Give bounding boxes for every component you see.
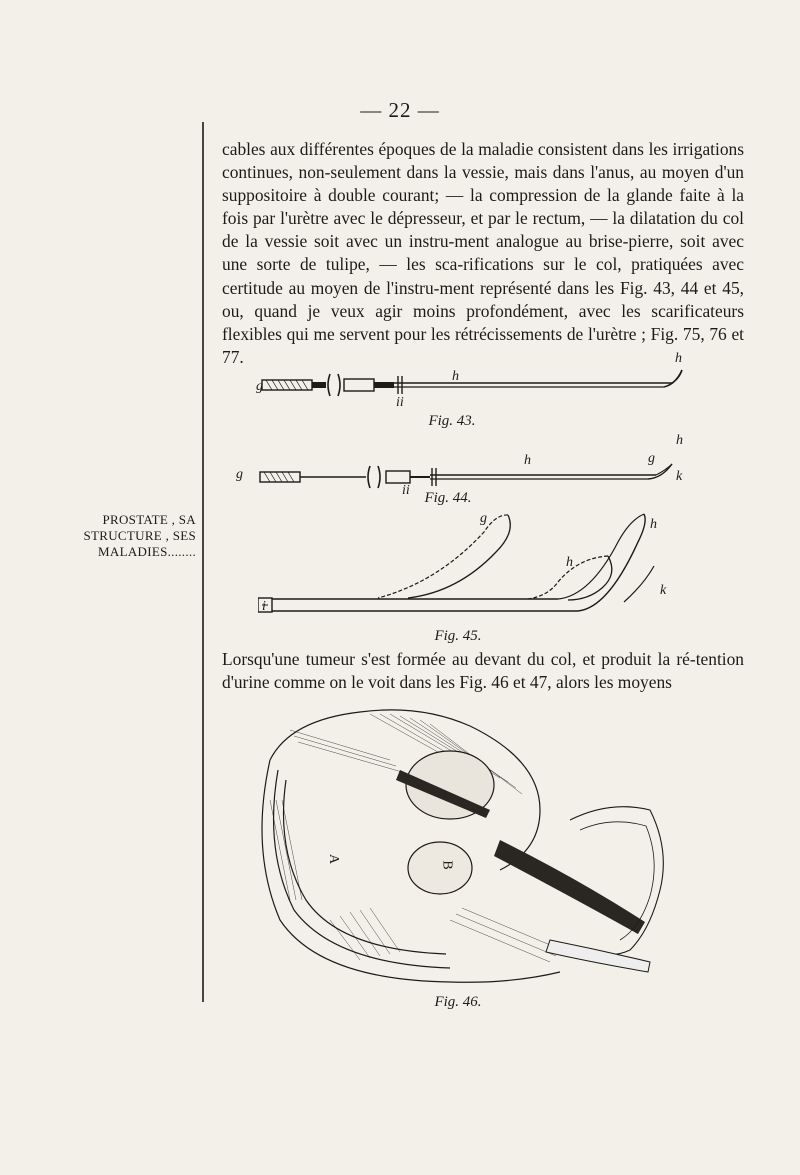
page-number: — 22 — — [360, 98, 440, 122]
margin-note-line-1: PROSTATE , SA — [102, 512, 196, 527]
fig44-caption: Fig. 44. — [424, 490, 472, 506]
margin-note — [48, 512, 196, 560]
fig45-label-g: g — [480, 511, 487, 526]
paragraph-second: Lorsqu'une tumeur s'est formée au devant du col, et produit la ré-tention d'urine comme on le voit dans les Fig. 46 et 47, alors les moyens — [222, 649, 744, 693]
fig45-label-i: i — [262, 599, 266, 614]
figure-43-instrument — [252, 362, 692, 412]
fig45-caption: Fig. 45. — [434, 628, 482, 644]
margin-rule — [202, 122, 204, 1002]
paragraph-first: cables aux différentes époques de la maladie consistent dans les irrigations continues, non-seulement dans la vessie, mais dans l'anus, au moyen d'un suppositoire à double courant; — la compression de la glande faite à la fois par l'urètre avec le dépresseur, et par le rectum, — la dilatation du col de la vessie soit avec un instru-ment analogue au brise-pierre, soit avec une sorte de tulipe, — les sca-rifications sur le col, pratiquées avec certitude au moyen de l'instru-ment représenté dans les Fig. 43, 44 et 45, ou, quand je veux agir moins profondément, avec les scarificateurs flexibles qui me servent pour les rétrécissements de l'urètre ; Fig. 75, 76 et 77. — [222, 139, 744, 367]
fig45-label-k: k — [660, 583, 667, 598]
fig46-label-b: B — [439, 860, 455, 870]
fig43-label-g: g — [256, 379, 263, 394]
fig44-label-h2: h — [676, 433, 683, 448]
fig45-label-h2: h — [566, 555, 573, 570]
fig44-label-k: k — [676, 469, 683, 484]
fig43-label-h: h — [452, 369, 459, 384]
margin-note-line-3: MALADIES........ — [98, 544, 196, 559]
fig46-caption: Fig. 46. — [434, 994, 482, 1010]
fig43-label-h2: h — [675, 351, 682, 366]
margin-note-line-2: STRUCTURE , SES — [83, 528, 196, 543]
fig43-label-ii: ii — [396, 395, 404, 410]
figure-46-anatomy — [250, 700, 670, 990]
fig46-label-a: A — [326, 853, 342, 865]
fig43-caption: Fig. 43. — [428, 413, 476, 429]
fig44-label-g: g — [236, 467, 243, 482]
figure-45-instrument — [258, 512, 668, 622]
fig44-label-ii: ii — [402, 483, 410, 498]
fig45-label-h: h — [650, 517, 657, 532]
fig44-label-g2: g — [648, 451, 655, 466]
fig44-label-h: h — [524, 453, 531, 468]
